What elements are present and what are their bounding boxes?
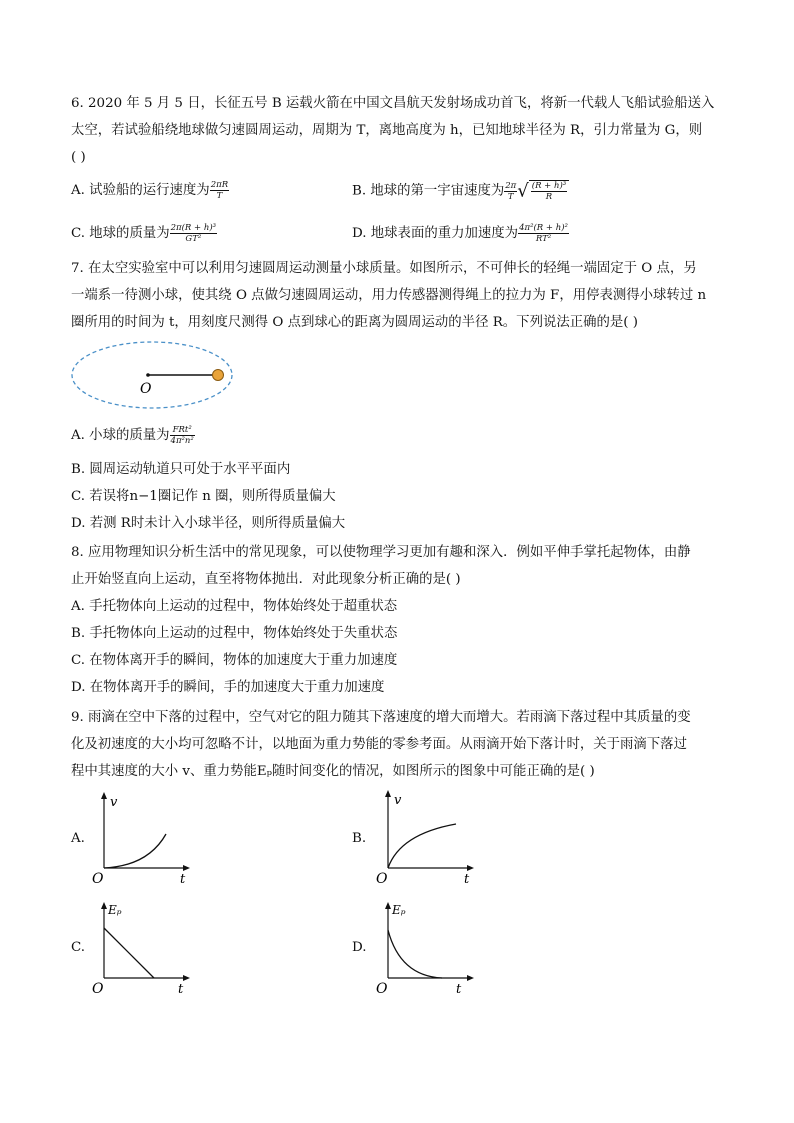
graph-b-x-arrow xyxy=(467,865,474,871)
graph-c-line xyxy=(104,928,154,978)
q6-option-a-text: A. 试验船的运行速度为 xyxy=(71,183,210,198)
graph-c-label: C. xyxy=(71,940,86,955)
graph-d-origin: O xyxy=(376,981,388,997)
graph-b-ylabel: v xyxy=(394,793,402,808)
graph-c xyxy=(88,898,198,998)
graph-a-origin: O xyxy=(92,871,104,887)
graph-b-curve xyxy=(388,824,456,868)
q9-stem-line2: 化及初速度的大小均可忽略不计，以地面为重力势能的零参考面。从雨滴开始下落计时，关于雨滴下落过 xyxy=(71,737,687,752)
graph-d-x-arrow xyxy=(467,975,474,981)
q7-option-a-fraction: $\frac{\text{FRt²}}{\text{4π²n²}}$ xyxy=(170,425,194,446)
center-label: O xyxy=(140,381,152,397)
q8-option-a: A. 手托物体向上运动的过程中，物体始终处于超重状态 xyxy=(71,599,398,614)
graph-b-xlabel: t xyxy=(464,872,470,886)
graph-c-ylabel: Eₚ xyxy=(108,903,122,917)
ball xyxy=(213,370,224,381)
graph-d-label: D. xyxy=(352,940,367,955)
graph-a-y-arrow xyxy=(101,792,107,799)
graph-c-xlabel: t xyxy=(178,982,184,997)
q9-stem-line1: 9. 雨滴在空中下落的过程中，空气对它的阻力随其下落速度的增大而增大。若雨滴下落过程中其质量的变 xyxy=(71,710,691,725)
q6-stem-line2: 太空，若试验船绕地球做匀速圆周运动，周期为 T，离地高度为 h，已知地球半径为 R，引力常量为 G，则 xyxy=(71,123,703,138)
q8-stem-line2: 止开始竖直向上运动，直至将物体抛出．对此现象分析正确的是( ) xyxy=(71,572,461,587)
graph-d-curve xyxy=(388,930,442,978)
q7-stem-line3: 圈所用的时间为 t，用刻度尺测得 O 点到球心的距离为圆周运动的半径 R。下列说法正确的是( ) xyxy=(71,315,639,330)
q7-stem-line2: 一端系一待测小球，使其绕 O 点做匀速圆周运动，用力传感器测得绳上的拉力为 F，用停表测得小球转过 n xyxy=(71,288,707,303)
q6-option-b-fraction: $\frac{2\pi}{T}$ xyxy=(505,180,517,202)
q6-option-d xyxy=(352,223,569,244)
q6-option-c-text: C. 地球的质量为 xyxy=(71,226,170,241)
q7-orbit-figure xyxy=(68,337,238,413)
graph-a xyxy=(88,788,198,888)
q6-option-d-text: D. 地球表面的重力加速度为 xyxy=(352,226,519,241)
q8-option-c: C. 在物体离开手的瞬间，物体的加速度大于重力加速度 xyxy=(71,653,398,668)
graph-d xyxy=(372,898,482,998)
q9-stem-line3: 程中其速度的大小 v、重力势能Eₚ随时间变化的情况，如图所示的图象中可能正确的是( ) xyxy=(71,764,595,779)
q7-option-d: D. 若测 R时未计入小球半径，则所得质量偏大 xyxy=(71,516,346,531)
graph-a-label: A. xyxy=(71,831,85,846)
graph-d-ylabel: Eₚ xyxy=(392,903,406,917)
center-point-o xyxy=(146,373,150,377)
q6-stem-line3: ( ) xyxy=(71,150,86,165)
q7-stem-line1: 7. 在太空实验室中可以利用匀速圆周运动测量小球质量。如图所示，不可伸长的轻绳一端固定于 O 点，另 xyxy=(71,261,697,276)
q7-option-b: B. 圆周运动轨道只可处于水平平面内 xyxy=(71,462,291,477)
graph-d-xlabel: t xyxy=(456,982,462,997)
q6-option-d-fraction: $\frac{\text{4π²(R + h)²}}{\text{RT²}}$ xyxy=(519,223,568,244)
q6-option-b-sqrt: √ $\frac{\text{(R + h)³}}{R}$ xyxy=(517,180,569,202)
q8-option-b: B. 手托物体向上运动的过程中，物体始终处于失重状态 xyxy=(71,626,398,641)
q6-stem-line1: 6. 2020 年 5 月 5 日，长征五号 B 运载火箭在中国文昌航天发射场成功首飞，将新一代载人飞船试验船送入 xyxy=(71,96,715,111)
graph-c-origin: O xyxy=(92,981,104,997)
graph-b-origin: O xyxy=(376,871,388,886)
graph-b-y-arrow xyxy=(385,790,391,797)
q7-option-a-text: A. 小球的质量为 xyxy=(71,428,170,443)
q6-option-a xyxy=(71,180,229,201)
q6-option-c xyxy=(71,223,217,244)
q6-option-b-text: B. 地球的第一宇宙速度为 xyxy=(352,183,505,199)
graph-a-ylabel: v xyxy=(110,795,118,810)
graph-b xyxy=(372,786,482,886)
q8-option-d: D. 在物体离开手的瞬间，手的加速度大于重力加速度 xyxy=(71,680,385,695)
q6-option-b xyxy=(352,180,569,202)
q6-option-a-fraction: $\frac{2\pi R}{T}$ xyxy=(210,180,229,201)
graph-a-x-arrow xyxy=(183,865,190,871)
graph-d-y-arrow xyxy=(385,902,391,909)
q6-option-c-fraction: $\frac{\text{2π(R + h)³}}{\text{GT²}}$ xyxy=(170,223,217,244)
graph-a-curve xyxy=(104,834,166,868)
graph-b-label: B. xyxy=(352,831,367,846)
q7-option-c: C. 若误将n−1圈记作 n 圈，则所得质量偏大 xyxy=(71,489,336,504)
graph-c-x-arrow xyxy=(183,975,190,981)
q8-stem-line1: 8. 应用物理知识分析生活中的常见现象，可以使物理学习更加有趣和深入．例如平伸手掌托起物体，由静 xyxy=(71,545,691,560)
graph-c-y-arrow xyxy=(101,902,107,909)
q7-option-a xyxy=(71,425,195,446)
graph-a-xlabel: t xyxy=(180,872,186,887)
